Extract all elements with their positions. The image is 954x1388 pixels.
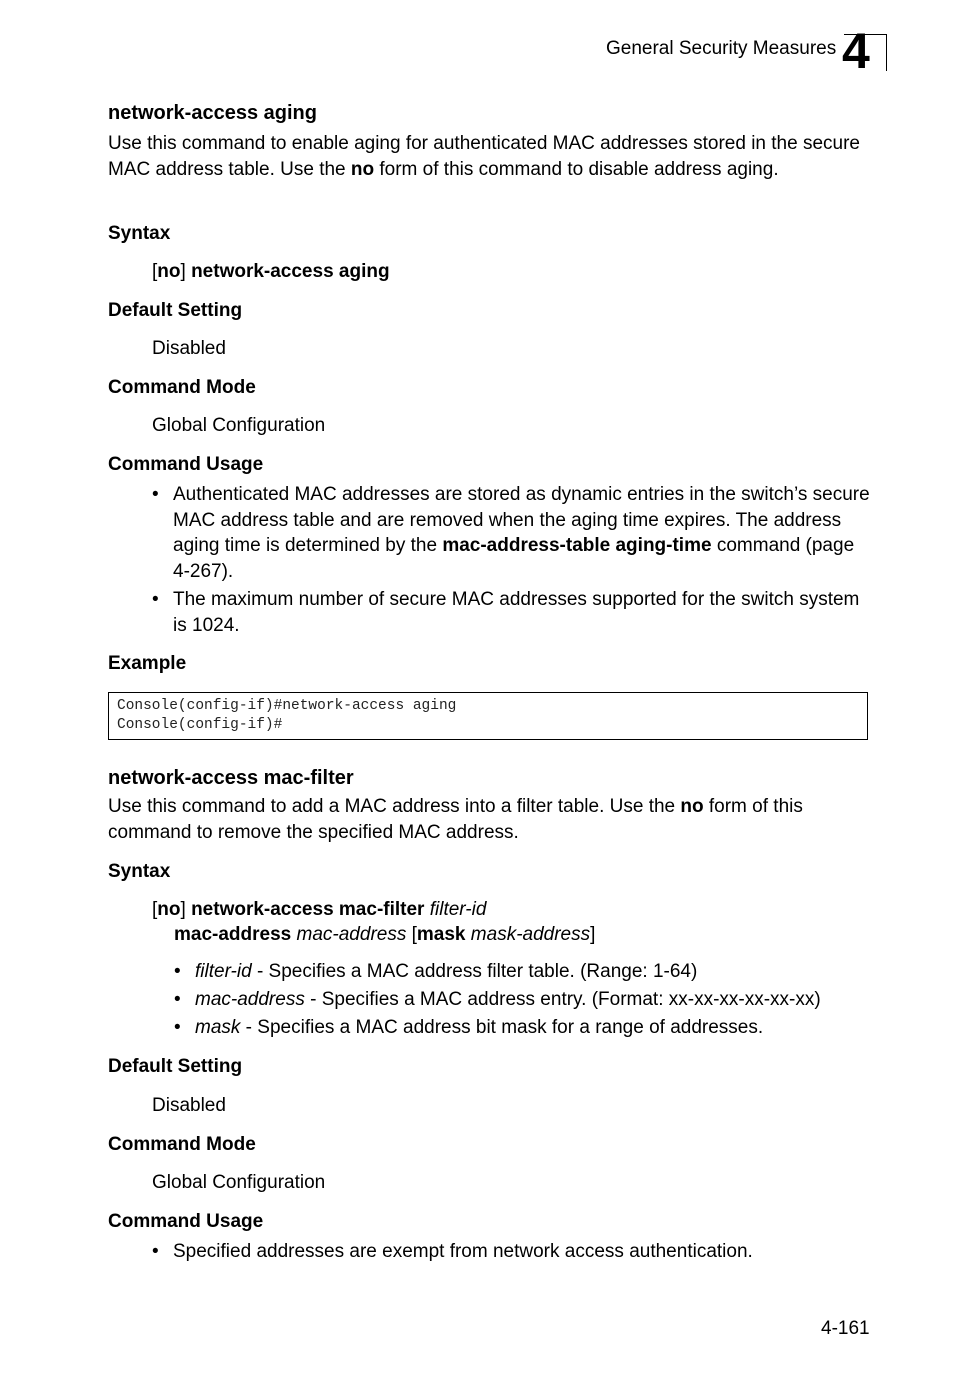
- filter-description: Use this command to add a MAC address into a filter table. Use the no form of this command to remove the specified MAC address.: [108, 796, 803, 843]
- section-title-aging: network-access aging: [108, 102, 317, 124]
- aging-default-value: Disabled: [152, 338, 226, 359]
- running-header: General Security Measures: [606, 38, 837, 59]
- chapter-number: 4: [842, 23, 870, 79]
- code-example: [108, 692, 868, 740]
- code-line: Console(config-if)#: [117, 717, 283, 733]
- filter-default-heading: Default Setting: [108, 1056, 243, 1077]
- aging-default-heading: Default Setting: [108, 300, 243, 321]
- filter-usage-heading: Command Usage: [108, 1211, 264, 1232]
- aging-usage-heading: Command Usage: [108, 454, 264, 475]
- code-line: Console(config-if)#network-access aging: [117, 698, 457, 714]
- aging-mode-value: Global Configuration: [152, 415, 326, 436]
- filter-syntax-line-2: mac-address mac-address [mask mask-address]: [174, 924, 596, 945]
- filter-syntax-heading: Syntax: [108, 861, 171, 882]
- aging-usage-list: [152, 482, 872, 641]
- filter-parameter-list: [174, 958, 894, 1042]
- aging-mode-heading: Command Mode: [108, 377, 256, 398]
- aging-syntax: [no] network-access aging: [152, 261, 390, 282]
- filter-mode-heading: Command Mode: [108, 1134, 256, 1155]
- page-number: 4-161: [821, 1318, 870, 1339]
- list-item: • mask - Specifies a MAC address bit mask for a range of addresses.: [174, 1014, 894, 1042]
- list-item: • mac-address - Specifies a MAC address entry. (Format: xx-xx-xx-xx-xx-xx): [174, 986, 894, 1014]
- list-item: • Authenticated MAC addresses are stored as dynamic entries in the switch’s secure MAC address table and are removed when the aging time expires. The address aging time is determined by the mac-address-table aging-time command (page 4-267).: [152, 482, 872, 584]
- aging-syntax-heading: Syntax: [108, 223, 171, 244]
- list-item: • Specified addresses are exempt from network access authentication.: [152, 1239, 872, 1265]
- list-item: • The maximum number of secure MAC addresses supported for the switch system is 1024.: [152, 587, 872, 638]
- filter-mode-value: Global Configuration: [152, 1172, 326, 1193]
- filter-default-value: Disabled: [152, 1095, 226, 1116]
- aging-example-heading: Example: [108, 653, 187, 674]
- list-item: • filter-id - Specifies a MAC address filter table. (Range: 1-64): [174, 958, 894, 986]
- aging-description: Use this command to enable aging for authenticated MAC addresses stored in the secure MAC address table. Use the no form of this command to disable address aging.: [108, 133, 860, 180]
- filter-usage-list: [152, 1239, 872, 1268]
- filter-syntax-line-1: [no] network-access mac-filter filter-id: [152, 899, 487, 920]
- section-title-mac-filter: network-access mac-filter: [108, 767, 354, 789]
